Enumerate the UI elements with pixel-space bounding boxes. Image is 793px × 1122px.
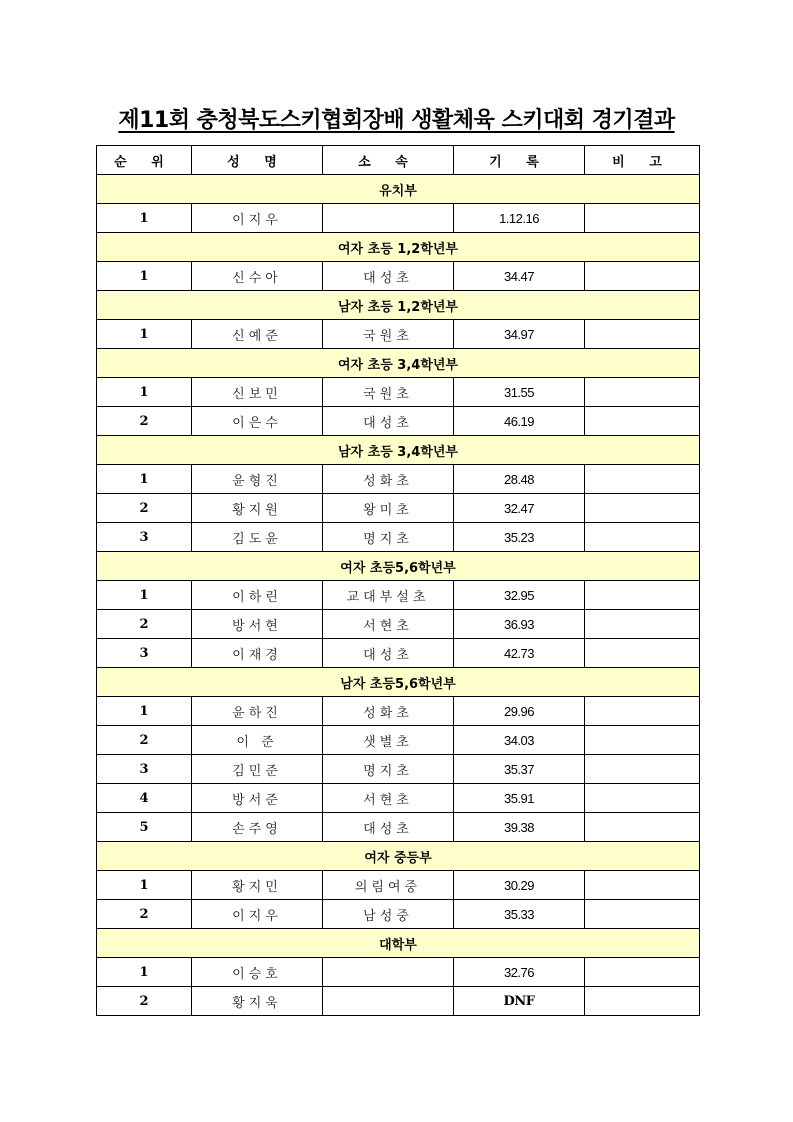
table-row — [97, 697, 700, 726]
category-row — [97, 291, 700, 320]
rank-cell: 3 — [97, 755, 192, 784]
note-cell — [585, 987, 700, 1016]
category-row — [97, 668, 700, 697]
record-cell: 30.29 — [454, 871, 585, 900]
category-label: 남자 초등 1,2학년부 — [97, 291, 700, 320]
record-cell: 35.37 — [454, 755, 585, 784]
name-cell: 김민준 — [192, 755, 323, 784]
note-cell — [585, 494, 700, 523]
affiliation-cell: 남성중 — [323, 900, 454, 929]
record-cell: DNF — [454, 987, 585, 1016]
table-row — [97, 755, 700, 784]
name-cell: 방서준 — [192, 784, 323, 813]
category-row — [97, 842, 700, 871]
rank-cell: 2 — [97, 900, 192, 929]
note-cell — [585, 697, 700, 726]
record-cell: 32.47 — [454, 494, 585, 523]
category-row — [97, 175, 700, 204]
note-cell — [585, 581, 700, 610]
record-cell: 34.03 — [454, 726, 585, 755]
rank-cell: 1 — [97, 378, 192, 407]
name-cell: 이하린 — [192, 581, 323, 610]
note-cell — [585, 813, 700, 842]
category-label: 여자 초등5,6학년부 — [97, 552, 700, 581]
header-name: 성 명 — [192, 146, 323, 175]
table-row — [97, 813, 700, 842]
rank-cell: 4 — [97, 784, 192, 813]
note-cell — [585, 407, 700, 436]
rank-cell: 1 — [97, 581, 192, 610]
results-body — [97, 175, 700, 1016]
table-header-row — [97, 146, 700, 175]
table-row — [97, 262, 700, 291]
table-row — [97, 581, 700, 610]
record-cell: 32.76 — [454, 958, 585, 987]
note-cell — [585, 755, 700, 784]
table-row — [97, 407, 700, 436]
affiliation-cell — [323, 987, 454, 1016]
record-cell: 35.33 — [454, 900, 585, 929]
affiliation-cell: 대성초 — [323, 407, 454, 436]
table-row — [97, 204, 700, 233]
affiliation-cell: 서현초 — [323, 610, 454, 639]
category-row — [97, 552, 700, 581]
rank-cell: 1 — [97, 871, 192, 900]
affiliation-cell: 국원초 — [323, 320, 454, 349]
note-cell — [585, 639, 700, 668]
table-row — [97, 378, 700, 407]
rank-cell: 1 — [97, 204, 192, 233]
category-row — [97, 233, 700, 262]
table-row — [97, 726, 700, 755]
affiliation-cell: 대성초 — [323, 813, 454, 842]
record-cell: 34.97 — [454, 320, 585, 349]
record-cell: 35.23 — [454, 523, 585, 552]
record-cell: 29.96 — [454, 697, 585, 726]
name-cell: 이지우 — [192, 204, 323, 233]
note-cell — [585, 610, 700, 639]
table-row — [97, 900, 700, 929]
header-rank: 순 위 — [97, 146, 192, 175]
table-row — [97, 320, 700, 349]
record-cell: 1.12.16 — [454, 204, 585, 233]
affiliation-cell: 샛별초 — [323, 726, 454, 755]
affiliation-cell: 교대부설초 — [323, 581, 454, 610]
name-cell: 황지욱 — [192, 987, 323, 1016]
name-cell: 이지우 — [192, 900, 323, 929]
category-label: 남자 초등5,6학년부 — [97, 668, 700, 697]
category-label: 유치부 — [97, 175, 700, 204]
note-cell — [585, 320, 700, 349]
rank-cell: 1 — [97, 320, 192, 349]
affiliation-cell: 대성초 — [323, 639, 454, 668]
table-row — [97, 871, 700, 900]
name-cell: 손주영 — [192, 813, 323, 842]
name-cell: 이재경 — [192, 639, 323, 668]
affiliation-cell — [323, 958, 454, 987]
note-cell — [585, 871, 700, 900]
name-cell: 황지민 — [192, 871, 323, 900]
rank-cell: 2 — [97, 726, 192, 755]
rank-cell: 3 — [97, 639, 192, 668]
category-row — [97, 436, 700, 465]
category-label: 여자 중등부 — [97, 842, 700, 871]
table-row — [97, 523, 700, 552]
record-cell: 46.19 — [454, 407, 585, 436]
header-affiliation: 소 속 — [323, 146, 454, 175]
name-cell: 신수아 — [192, 262, 323, 291]
rank-cell: 1 — [97, 262, 192, 291]
record-cell: 35.91 — [454, 784, 585, 813]
note-cell — [585, 523, 700, 552]
name-cell: 김도윤 — [192, 523, 323, 552]
table-row — [97, 494, 700, 523]
affiliation-cell: 서현초 — [323, 784, 454, 813]
name-cell: 이승호 — [192, 958, 323, 987]
category-label: 여자 초등 3,4학년부 — [97, 349, 700, 378]
affiliation-cell: 명지초 — [323, 523, 454, 552]
table-row — [97, 639, 700, 668]
affiliation-cell: 명지초 — [323, 755, 454, 784]
record-cell: 34.47 — [454, 262, 585, 291]
table-row — [97, 987, 700, 1016]
results-table — [96, 145, 700, 1016]
affiliation-cell: 국원초 — [323, 378, 454, 407]
rank-cell: 2 — [97, 407, 192, 436]
affiliation-cell: 대성초 — [323, 262, 454, 291]
name-cell: 이 준 — [192, 726, 323, 755]
record-cell: 28.48 — [454, 465, 585, 494]
rank-cell: 2 — [97, 987, 192, 1016]
table-row — [97, 784, 700, 813]
header-record: 기 록 — [454, 146, 585, 175]
note-cell — [585, 465, 700, 494]
note-cell — [585, 726, 700, 755]
affiliation-cell: 왕미초 — [323, 494, 454, 523]
page-title: 제11회 충청북도스키협회장배 생활체육 스키대회 경기결과 — [118, 108, 675, 133]
rank-cell: 2 — [97, 610, 192, 639]
rank-cell: 2 — [97, 494, 192, 523]
header-note: 비 고 — [585, 146, 700, 175]
name-cell: 황지원 — [192, 494, 323, 523]
category-row — [97, 929, 700, 958]
note-cell — [585, 958, 700, 987]
record-cell: 42.73 — [454, 639, 585, 668]
affiliation-cell — [323, 204, 454, 233]
table-row — [97, 610, 700, 639]
name-cell: 방서현 — [192, 610, 323, 639]
table-row — [97, 465, 700, 494]
note-cell — [585, 784, 700, 813]
rank-cell: 1 — [97, 958, 192, 987]
rank-cell: 1 — [97, 697, 192, 726]
category-label: 남자 초등 3,4학년부 — [97, 436, 700, 465]
affiliation-cell: 의림여중 — [323, 871, 454, 900]
name-cell: 윤형진 — [192, 465, 323, 494]
affiliation-cell: 성화초 — [323, 697, 454, 726]
note-cell — [585, 900, 700, 929]
name-cell: 윤하진 — [192, 697, 323, 726]
record-cell: 39.38 — [454, 813, 585, 842]
rank-cell: 3 — [97, 523, 192, 552]
category-row — [97, 349, 700, 378]
category-label: 여자 초등 1,2학년부 — [97, 233, 700, 262]
record-cell: 36.93 — [454, 610, 585, 639]
note-cell — [585, 378, 700, 407]
record-cell: 32.95 — [454, 581, 585, 610]
affiliation-cell: 성화초 — [323, 465, 454, 494]
name-cell: 신보민 — [192, 378, 323, 407]
note-cell — [585, 262, 700, 291]
category-label: 대학부 — [97, 929, 700, 958]
name-cell: 신예준 — [192, 320, 323, 349]
record-cell: 31.55 — [454, 378, 585, 407]
table-row — [97, 958, 700, 987]
note-cell — [585, 204, 700, 233]
rank-cell: 1 — [97, 465, 192, 494]
rank-cell: 5 — [97, 813, 192, 842]
name-cell: 이은수 — [192, 407, 323, 436]
